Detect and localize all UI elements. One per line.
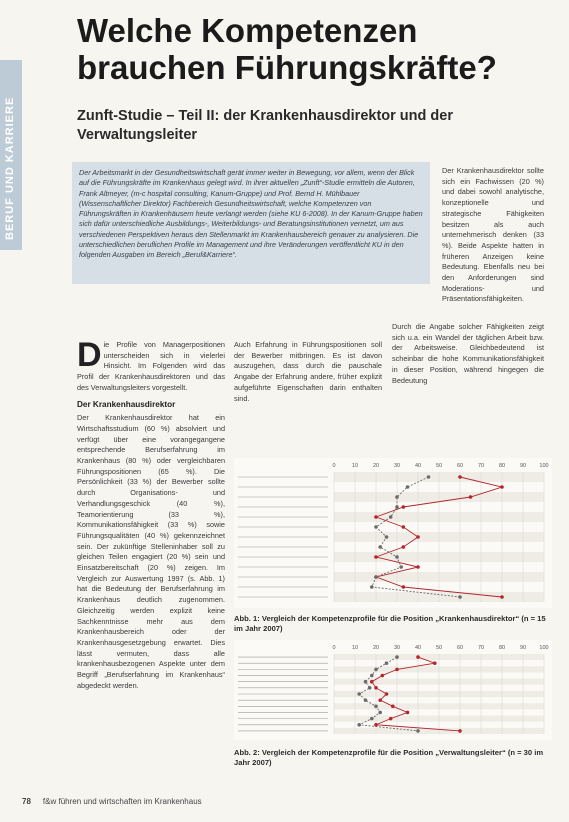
data-point (389, 515, 393, 519)
data-point (500, 595, 504, 599)
x-tick-label: 40 (414, 463, 422, 469)
data-point (402, 505, 406, 509)
data-point (385, 535, 389, 539)
x-tick-label: 30 (393, 463, 401, 469)
data-point (416, 535, 420, 539)
page-footer (22, 797, 202, 806)
data-point (416, 729, 420, 733)
data-point (381, 674, 385, 678)
data-point (406, 711, 410, 715)
data-point (416, 655, 420, 659)
page-title: Welche Kompetenzen brauchen Führungskräfte? (77, 12, 497, 86)
x-tick-label: 70 (477, 645, 485, 651)
data-point (378, 711, 382, 715)
x-tick-label: 10 (351, 645, 359, 651)
data-point (374, 575, 378, 579)
data-point (433, 661, 437, 665)
x-tick-label: 60 (456, 463, 464, 469)
x-tick-label: 40 (414, 645, 422, 651)
x-tick-label: 100 (539, 463, 549, 469)
data-point (458, 595, 462, 599)
data-point (416, 565, 420, 569)
figure-1-caption: Abb. 1: Vergleich der Kompetenzprofile für die Position „Krankenhausdirektor“ (n = 15 im Jahr 2007) (234, 614, 546, 633)
page-number: 78 (22, 797, 31, 806)
x-tick-label: 50 (435, 645, 443, 651)
data-point (374, 686, 378, 690)
body-text-3b: Durch die Angabe solcher Fähigkeiten zeigt sich u.a. ein Wandel der täglichen Arbeit bzw. der Arbeitsweise. Gleichbedeutend ist scheinbar die hohe Kommunikationsfähigkeit in dieser Position, während hingegen die Bedeutung (392, 322, 544, 385)
column-1 (77, 336, 225, 692)
figure-1-svg (234, 458, 552, 608)
column-3 (442, 166, 544, 305)
data-point (374, 555, 378, 559)
data-point (395, 495, 399, 499)
x-tick-label: 100 (539, 645, 549, 651)
x-tick-label: 80 (498, 645, 506, 651)
body-text-3: Der Krankenhausdirektor sollte sich ein Fachwissen (20 %) und dabei sowohl analytische, konzeptionelle und strategische Fähigkeiten besitzen als auch unternehmerisch denken (33 %). Beide Aspekte hatten in früheren Anzeigen keine Bedeutung. Ebenfalls neu bei den Anforderungen sind Moderations- und Präsentationsfähigkeiten. (442, 166, 544, 304)
lead-text: ie Profile von Managerpositionen unterscheiden sich in vielerlei Hinsicht. Im Folgenden wird das Profil der Krankenhausdirektoren und das des Verwaltungsleiters vorgestellt. (77, 340, 225, 392)
x-tick-label: 90 (519, 463, 527, 469)
column-3-continued (392, 322, 544, 386)
data-point (364, 680, 368, 684)
data-point (370, 674, 374, 678)
x-tick-label: 70 (477, 463, 485, 469)
data-point (402, 525, 406, 529)
data-point (385, 692, 389, 696)
data-point (458, 729, 462, 733)
data-point (427, 475, 431, 479)
data-point (378, 698, 382, 702)
data-point (402, 585, 406, 589)
body-text-2: Auch Erfahrung in Führungspositionen soll der Bewerber mitbringen. Es ist davon auszugehen, dass durch die pauschale Angabe der Erfahrung andere, früher explizit aufgeführte Eigenschaften darin enthalten sind. (234, 340, 382, 403)
data-point (385, 661, 389, 665)
x-tick-label: 60 (456, 645, 464, 651)
data-point (402, 545, 406, 549)
data-point (357, 692, 361, 696)
data-point (395, 505, 399, 509)
section-tab-label: BERUF UND KARRIERE (4, 96, 16, 240)
data-point (374, 668, 378, 672)
data-point (370, 717, 374, 721)
data-point (368, 686, 372, 690)
data-point (395, 668, 399, 672)
x-tick-label: 50 (435, 463, 443, 469)
data-point (370, 585, 374, 589)
data-point (374, 525, 378, 529)
data-point (389, 717, 393, 721)
x-tick-label: 90 (519, 645, 527, 651)
figure-2-chart (234, 640, 552, 740)
body-text-1: Der Krankenhausdirektor hat ein Wirtschaftsstudium (60 %) absolviert und verfügt über eine vorangegangene entsprechende Berufserfahrung im Krankenhaus (80 %) oder vergleichbaren Führungspositionen (65 %). Die Persönlichkeit (33 %) der Bewerber sollte durch Organisations- und Verhandlungsgeschick (40 %), Teamorientierung (33 %), Kommunikationsfähigkeit (33 %) sowie Führungsqualitäten (40 %) gekennzeichnet sein. Der zukünftige Stelleninhaber soll zu gleichen Teilen engagiert (20 %) sein und Einsatzbereitschaft (20 %) zeigen. Im Vergleich zur Auswertung 1997 (s. Abb. 1) hat die Bedeutung der Berufserfahrung im Krankenhaus deutlich zugenommen. Gleichzeitig werden explizit keine Sachkenntnisse mehr aus dem Krankenhausbereich oder der Krankenhausgesetzgebung erwartet. Dies lässt vermuten, dass alle krankenhausbezogenen Aspekte unter dem Begriff „Berufserfahrung im Krankenhaus“ abgedeckt werden. (77, 413, 225, 690)
data-point (469, 495, 473, 499)
data-point (406, 485, 410, 489)
intro-box: Der Arbeitsmarkt in der Gesundheitswirtschaft gerät immer weiter in Bewegung, vor allem, wenn der Blick auf die Führungskräfte im Krankenhaus gelegt wird. In ihrer aktuellen „Zunft“-Studie ermitteln die Autoren, Frank Altmeyer, (m-c hospital consulting, Kanum-Gruppe) und Prof. Bernd H. Mühlbauer (Wissenschaftlicher Direktor) Fachbereich Gesundheitswirtschaft, welche Kompetenzen von Führungskräften in Krankenhäusern heute verlangt werden (siehe KU 6-2008). In der Kanum-Gruppe haben sich dafür unterschiedliche Ausbildungs-, Weiterbildungs- und Beratungsinstitutionen vernetzt, um aus verschiedenen Perspektiven heraus den Stellenmarkt im Krankenhausbereich genauer zu analysieren. Die unterschiedlichen beruflichen Profile im Management und ihre Veränderungen veröffentlicht KU in den folgenden Ausgaben im Bereich „Beruf&Karriere“. (72, 162, 430, 284)
x-tick-label: 80 (498, 463, 506, 469)
data-point (364, 698, 368, 702)
data-point (374, 723, 378, 727)
x-tick-label: 10 (351, 463, 359, 469)
section-tab (0, 60, 22, 250)
data-point (399, 565, 403, 569)
data-point (374, 705, 378, 709)
figure-1-chart (234, 458, 552, 608)
data-point (357, 723, 361, 727)
x-tick-label: 20 (372, 645, 380, 651)
data-point (391, 705, 395, 709)
data-point (395, 655, 399, 659)
section-heading: Der Krankenhausdirektor (77, 399, 176, 409)
column-2 (234, 340, 382, 404)
publication-name: f&w führen und wirtschaften im Krankenhaus (42, 797, 202, 806)
data-point (378, 545, 382, 549)
figure-2-caption: Abb. 2: Vergleich der Kompetenzprofile für die Position „Verwaltungsleiter“ (n = 30 im Jahr 2007) (234, 748, 544, 767)
data-point (500, 485, 504, 489)
x-tick-label: 0 (332, 463, 336, 469)
data-point (395, 555, 399, 559)
x-tick-label: 0 (332, 645, 336, 651)
figure-2-svg (234, 640, 552, 740)
drop-cap: D (77, 336, 102, 374)
data-point (458, 475, 462, 479)
x-tick-label: 20 (372, 463, 380, 469)
data-point (374, 515, 378, 519)
x-tick-label: 30 (393, 645, 401, 651)
page-subtitle: Zunft-Studie – Teil II: der Krankenhausdirektor und der Verwaltungsleiter (77, 108, 453, 143)
data-point (370, 680, 374, 684)
